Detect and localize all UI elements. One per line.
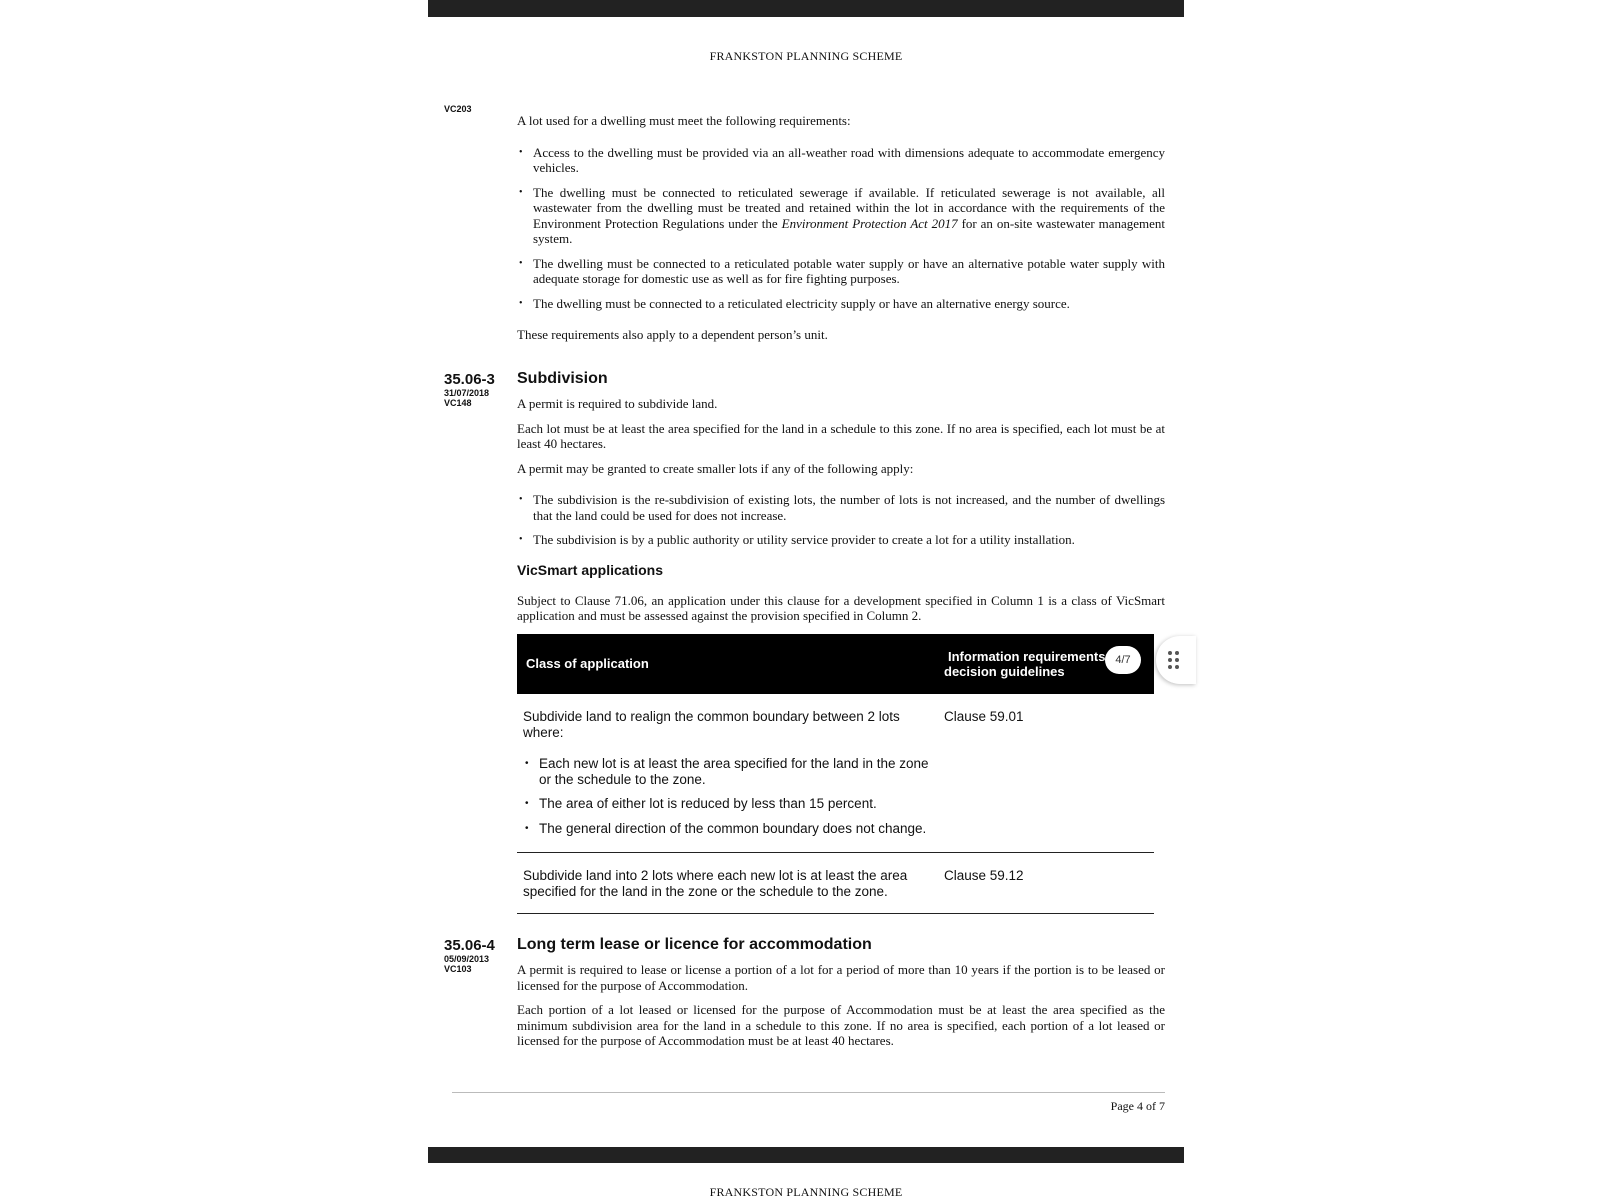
running-head: FRANKSTON PLANNING SCHEME [709,49,903,63]
footer-rule [452,1092,1165,1093]
list-item: • The dwelling must be connected to a reticulated electricity supply or have an alternative energy source. [517,296,1165,312]
margin-code: VC203 [444,104,472,114]
column-header: Class of application [526,656,649,671]
act-name: Environment Protection Act 2017 [781,215,958,231]
section-heading: Long term lease or licence for accommodation [517,936,872,953]
subdivision-conditions-list [517,492,1165,548]
subsection-heading: VicSmart applications [517,561,664,578]
dwelling-requirements-list [517,145,1165,312]
table-cell: Subdivide land into 2 lots where each new lot is at least the area specified for the land in the zone or the schedule to the zone. [523,868,908,899]
table-header [517,634,1154,694]
list-item: • The dwelling must be connected to reticulated sewerage if available. If reticulated sewerage is not available, all wastewater from the dwelling must be treated and retained within the lot in accordance with the requirements of the Environment Protection Regulations under the Environment Protection Act 2017 for an on-site wastewater management system. [517,185,1165,247]
list-item: • The area of either lot is reduced by less than 15 percent. [523,796,933,812]
paragraph: A permit is required to subdivide land. [517,396,718,411]
next-page-running-head: FRANKSTON PLANNING SCHEME [709,1185,903,1199]
list-item: • Access to the dwelling must be provided via an all-weather road with dimensions adequate to accommodate emergency vehicles. [517,145,1165,176]
clause-date: 05/09/2013 [444,954,490,964]
list-item: • The general direction of the common boundary does not change. [523,821,933,837]
dwelling-closing: These requirements also apply to a dependent person’s unit. [517,327,828,342]
drag-handle-icon [1168,651,1179,669]
clause-marker-lease [444,937,495,974]
paragraph: A permit may be granted to create smaller lots if any of the following apply: [517,460,914,476]
dwelling-section [517,113,1165,343]
scroll-drag-handle[interactable] [1156,636,1196,684]
lease-section [517,935,1165,1049]
list-item: • The subdivision is the re-subdivision of existing lots, the number of lots is not increased, and the number of dwellings that the land could be used for does not increase. [517,492,1165,523]
clause-number: 35.06-3 [444,371,495,388]
list-item: • Each new lot is at least the area specified for the land in the zone or the schedule to the zone. [523,756,933,787]
table-cell: Subdivide land to realign the common boundary between 2 lots where: • Each new lot is at least the area specified for the land in the zone or the schedule to the zone. • The area of either lot is reduced by less than 15 percent. • The general direction of the common boundary does not change. [523,709,933,836]
page-counter-badge: 4/7 [1105,646,1141,674]
table-cell: Clause 59.01 [944,709,1024,724]
table-row [517,694,1154,853]
page-top-bar [428,0,1184,17]
clause-marker-subdivision [444,371,495,408]
clause-date: 31/07/2018 [444,388,490,398]
clause-code: VC103 [444,964,472,974]
clause-code: VC148 [444,398,472,408]
page-number: Page 4 of 7 [1110,1099,1165,1113]
document-page [428,17,1184,1147]
section-heading: Subdivision [517,370,608,387]
table-row [517,853,1154,914]
page-separator-bar [428,1147,1184,1163]
paragraph: Subject to Clause 71.06, an application under this clause for a development specified in Column 1 is a class of VicSmart application and must be assessed against the provision specified in Column 2. [517,592,1165,623]
dwelling-intro: A lot used for a dwelling must meet the following requirements: [517,113,851,128]
list-item: • The subdivision is by a public authority or utility service provider to create a lot for a utility installation. [517,532,1165,548]
subdivision-section [517,369,1165,624]
paragraph: Each lot must be at least the area specified for the land in a schedule to this zone. If no area is specified, each lot must be at least 40 hectares. [517,420,1165,451]
paragraph: A permit is required to lease or license a portion of a lot for a period of more than 10 years if the portion is to be leased or licensed for the purpose of Accommodation. [517,962,1165,993]
paragraph: Each portion of a lot leased or licensed for the purpose of Accommodation must be at least the area specified as the minimum subdivision area for the land in a schedule to this zone. If no area is specified, each portion of a lot leased or licensed for the purpose of Accommodation must be at least 40 hectares. [517,1002,1165,1048]
list-item: • The dwelling must be connected to a reticulated potable water supply or have an alternative potable water supply with adequate storage for domestic use as well as for fire fighting purposes. [517,256,1165,287]
column-header: Information requirements decision guidelines [944,649,1106,679]
clause-number: 35.06-4 [444,937,495,954]
table-cell: Clause 59.12 [944,868,1024,883]
vicsmart-table [517,634,1154,914]
